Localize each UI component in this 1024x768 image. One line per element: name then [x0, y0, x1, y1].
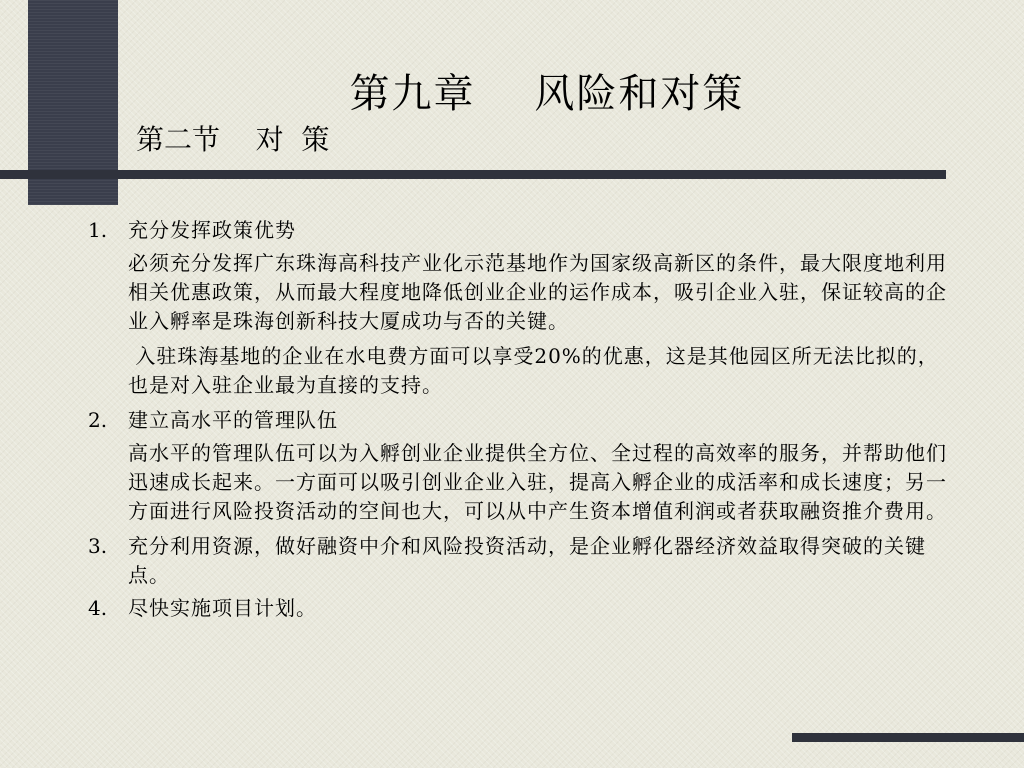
item-number: 1. — [88, 218, 108, 242]
item-paragraph: 高水平的管理队伍可以为入孵创业企业提供全方位、全过程的高效率的服务，并帮助他们迅速成长起来。一方面可以吸引创业企业入驻，提高入孵企业的成活率和成长速度；另一方面进行风险投资活动的空间也大，可以从中产生资本增值利润或者获取融资推介费用。 — [128, 441, 947, 523]
item-heading: 尽快实施项目计划。 — [128, 596, 317, 620]
item-heading: 建立高水平的管理队伍 — [128, 408, 338, 432]
item-heading: 充分发挥政策优势 — [128, 218, 296, 242]
footer-divider-line — [792, 733, 1024, 742]
slide-body — [88, 216, 948, 627]
title-divider-line — [0, 170, 946, 179]
list-item — [88, 594, 948, 623]
item-paragraph: 入驻珠海基地的企业在水电费方面可以享受20%的优惠，这是其他园区所无法比拟的，也是对入驻企业最为直接的支持。 — [128, 344, 939, 397]
item-number: 4. — [88, 596, 108, 620]
list-item — [88, 216, 948, 245]
slide-subtitle: 第二节 对 策 — [136, 123, 330, 156]
list-item — [88, 532, 948, 590]
item-number: 3. — [88, 534, 108, 558]
slide-title: 第九章 风险和对策 — [349, 71, 745, 117]
item-paragraph: 必须充分发挥广东珠海高科技产业化示范基地作为国家级高新区的条件，最大限度地利用相关优惠政策，从而最大程度地降低创业企业的运作成本，吸引企业入驻，保证较高的企业入孵率是珠海创新科技大厦成功与否的关键。 — [128, 251, 947, 333]
item-number: 2. — [88, 408, 108, 432]
list-item — [88, 406, 948, 435]
item-heading: 充分利用资源，做好融资中介和风险投资活动，是企业孵化器经济效益取得突破的关键点。 — [128, 534, 926, 587]
